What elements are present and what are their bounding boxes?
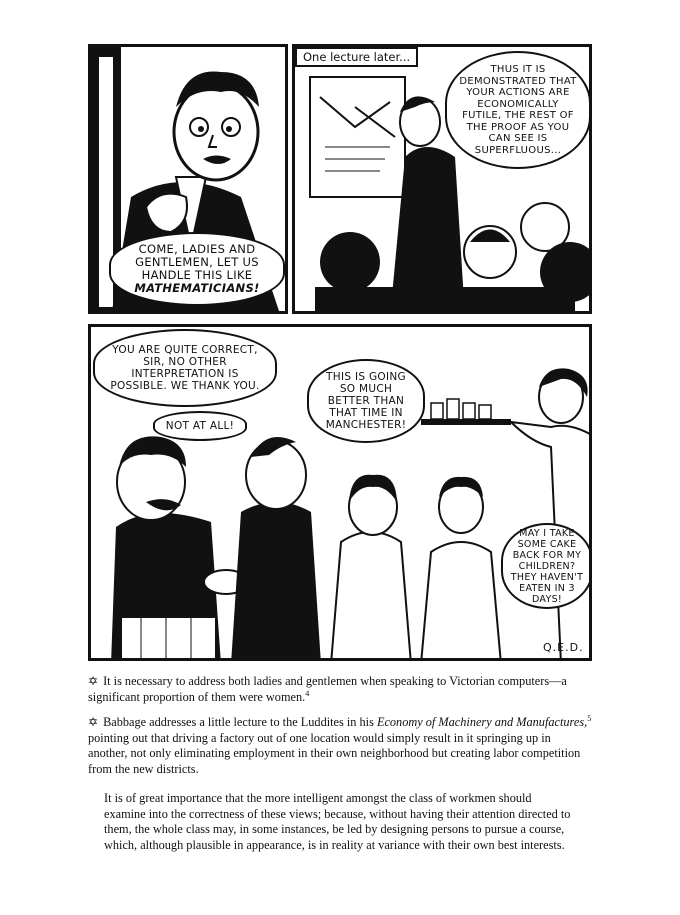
caption-one-lecture-later: One lecture later... <box>295 47 418 67</box>
panel-1 <box>88 44 288 314</box>
footnote-ref-5: 5 <box>587 713 592 723</box>
qed-label: Q.E.D. <box>543 641 584 654</box>
speech-balloon-manchester: THIS IS GOING SO MUCH BETTER THAN THAT TIME IN MANCHESTER! <box>307 359 425 443</box>
emphasis-mathematicians: MATHEMATICIANS! <box>134 281 260 295</box>
book-title: Economy of Machinery and Manufactures, <box>376 715 588 729</box>
footnote-ladies-gentlemen: ✡ It is necessary to address both ladies and gentlemen when speaking to Victorian computers—a significant proportion of them were women.$^4$ <box>88 674 567 704</box>
panel-3 <box>88 324 592 661</box>
star-of-david-icon: ✡ <box>88 674 99 688</box>
footnote-ref-4: 4 <box>305 688 310 698</box>
panel-2 <box>292 44 592 314</box>
star-of-david-icon: ✡ <box>88 715 99 729</box>
speech-balloon-mathematicians: COME, LADIES AND GENTLEMEN, LET US HANDLE THIS LIKE MATHEMATICIANS! <box>109 232 285 306</box>
footnote-luddites: ✡ Babbage addresses a little lecture to the Luddites in his Economy of Machinery and Manufactures,$^5$ pointing out that driving a factory out of one location would simply result in it springing up in another, not only eliminating employment in their own neighborhood but creating labor competition from the new districts. <box>88 713 592 776</box>
speech-balloon-proof: THUS IT IS DEMONSTRATED THAT YOUR ACTIONS ARE ECONOMICALLY FUTILE, THE REST OF THE PROOF AS YOU CAN SEE IS SUPERFLUOUS... <box>445 51 591 169</box>
speech-balloon-cake: MAY I TAKE SOME CAKE BACK FOR MY CHILDREN? THEY HAVEN'T EATEN IN 3 DAYS! <box>501 523 592 609</box>
block-quote: It is of great importance that the more intelligent amongst the class of workmen should examine into the correctness of these views; because, without having their attention directed to them, the whole class may, in some instances, be led by designing persons to pursue a course, which, although plausible in appearance, is in reality at variance with their own best interests. <box>104 791 571 852</box>
speech-balloon-not-at-all: NOT AT ALL! <box>153 411 247 441</box>
speech-balloon-quite-correct: YOU ARE QUITE CORRECT, SIR, NO OTHER INTERPRETATION IS POSSIBLE. WE THANK YOU. <box>93 329 277 407</box>
